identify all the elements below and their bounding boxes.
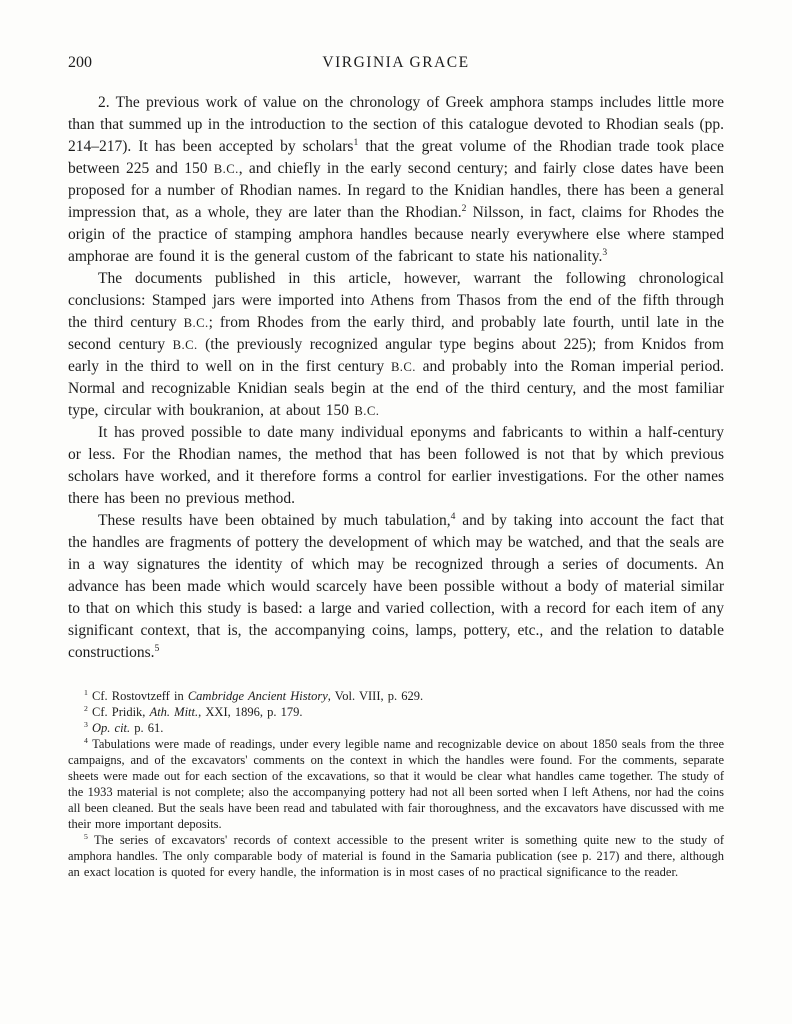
paragraph	[68, 422, 724, 510]
text-run: , XXI, 1896, p. 179.	[198, 705, 303, 719]
footnote-marker: 4	[84, 735, 88, 745]
paragraph	[68, 92, 724, 268]
text-run: p. 61.	[130, 721, 164, 735]
text-run: B.C.	[172, 338, 198, 352]
footnote-marker: 1	[84, 687, 88, 697]
text-run: , Vol. VIII, p. 629.	[327, 689, 424, 703]
page-number: 200	[68, 54, 92, 71]
text-run: Cf. Pridik,	[87, 705, 150, 719]
text-run: Ath. Mitt.	[149, 705, 199, 719]
text-run: Cf. Rostovtzeff in	[87, 689, 188, 703]
text-run: , and chiefly in the early second century; and fairly close dates have been proposed for a number of Rhodian names. In regard to the Knidian handles, there has been a general impression that, as a whole, they are later than the Rhodian.	[68, 160, 724, 221]
text-run: ; from Rhodes from the early third, and probably late fourth, until late in the second century	[68, 314, 724, 353]
text-run: and by taking into account the fact that the handles are fragments of pottery the development of which may be watched, and that the seals are in a way signatures the identity of which may be recognized through a series of documents. An advance has been made which would scarcely have been possible without a body of material similar to that on which this study is based: a large and varied collection, with a record for each item of any significant context, that is, the accompanying coins, lamps, pottery, etc., and the relation to datable constructions.	[68, 512, 724, 661]
text-run: B.C.	[354, 404, 380, 418]
footnotes	[68, 688, 724, 880]
footnote	[68, 720, 724, 736]
text-run: (the previously recognized angular type begins about 225); from Knidos from early in the third to well on in the first century	[68, 336, 724, 375]
footnote-marker: 2	[84, 703, 88, 713]
footnote-marker: 4	[450, 510, 456, 522]
footnote	[68, 688, 724, 704]
text-run: The series of excavators' records of context accessible to the present writer is something quite new to the study of amphora handles. The only comparable body of material is found in the Samaria publication (see p. 217) and there, although an exact location is quoted for every handle, the information is in most cases of no practical significance to the reader.	[68, 833, 724, 879]
footnote-marker: 5	[154, 642, 160, 654]
text-run: These results have been obtained by much tabulation,	[98, 512, 451, 529]
text-run: Cambridge Ancient History	[187, 689, 328, 703]
text-run: Op. cit.	[92, 721, 131, 735]
text-run: 2. The previous work of value on the chronology of Greek amphora stamps includes little more than that summed up in the introduction to the section of this catalogue devoted to Rhodian seals (pp. 214–217). It has been accepted by scholars	[68, 94, 724, 155]
text-run: B.C.	[183, 316, 209, 330]
text-run: that the great volume of the Rhodian trade took place between 225 and 150	[68, 138, 725, 177]
footnote	[68, 832, 724, 880]
footnote-marker: 1	[353, 136, 359, 148]
text-run: Nilsson, in fact, claims for Rhodes the origin of the practice of stamping amphora handles because nearly everywhere else where stamped amphorae are found it is the general custom of the fabricant to state his nationality.	[68, 204, 725, 265]
footnote-marker: 3	[602, 246, 608, 258]
footnote-marker: 3	[84, 719, 88, 729]
text-run: It has proved possible to date many individual eponyms and fabricants to within a half-century or less. For the Rhodian names, the method that has been followed is not that by which previous scholars have worked, and it therefore forms a control for earlier investigations. For the other names there has been no previous method.	[68, 424, 724, 507]
text-run: B.C.	[213, 162, 239, 176]
paragraph	[68, 268, 724, 422]
body-text	[68, 92, 724, 664]
footnote	[68, 704, 724, 720]
footnote-marker: 5	[84, 831, 88, 841]
text-run: Tabulations were made of readings, under every legible name and recognizable device on about 1850 seals from the three campaigns, and of the excavators' comments on the context in which the handles were found. For the comments, separate sheets were made out for each section of the excavations, so that it would be clear what handles came together. The study of the 1933 material is not complete; also the accompanying pottery had not all been sorted when I left Athens, nor had the coins all been cleaned. But the seals have been read and tabulated with fair thoroughness, and the excavators have discussed with me their more important deposits.	[68, 737, 724, 831]
text-run: and probably into the Roman imperial period. Normal and recognizable Knidian seals begin at the end of the third century, and the most familiar type, circular with boukranion, at about 150	[68, 358, 724, 419]
paragraph	[68, 510, 724, 664]
footnote	[68, 736, 724, 832]
page-header	[68, 54, 724, 76]
running-head: VIRGINIA GRACE	[322, 54, 470, 71]
text-run: The documents published in this article, however, warrant the following chronological conclusions: Stamped jars were imported into Athens from Thasos from the end of the fifth through the third century	[68, 270, 724, 331]
text-run: B.C.	[390, 360, 416, 374]
footnote-marker: 2	[461, 202, 467, 214]
